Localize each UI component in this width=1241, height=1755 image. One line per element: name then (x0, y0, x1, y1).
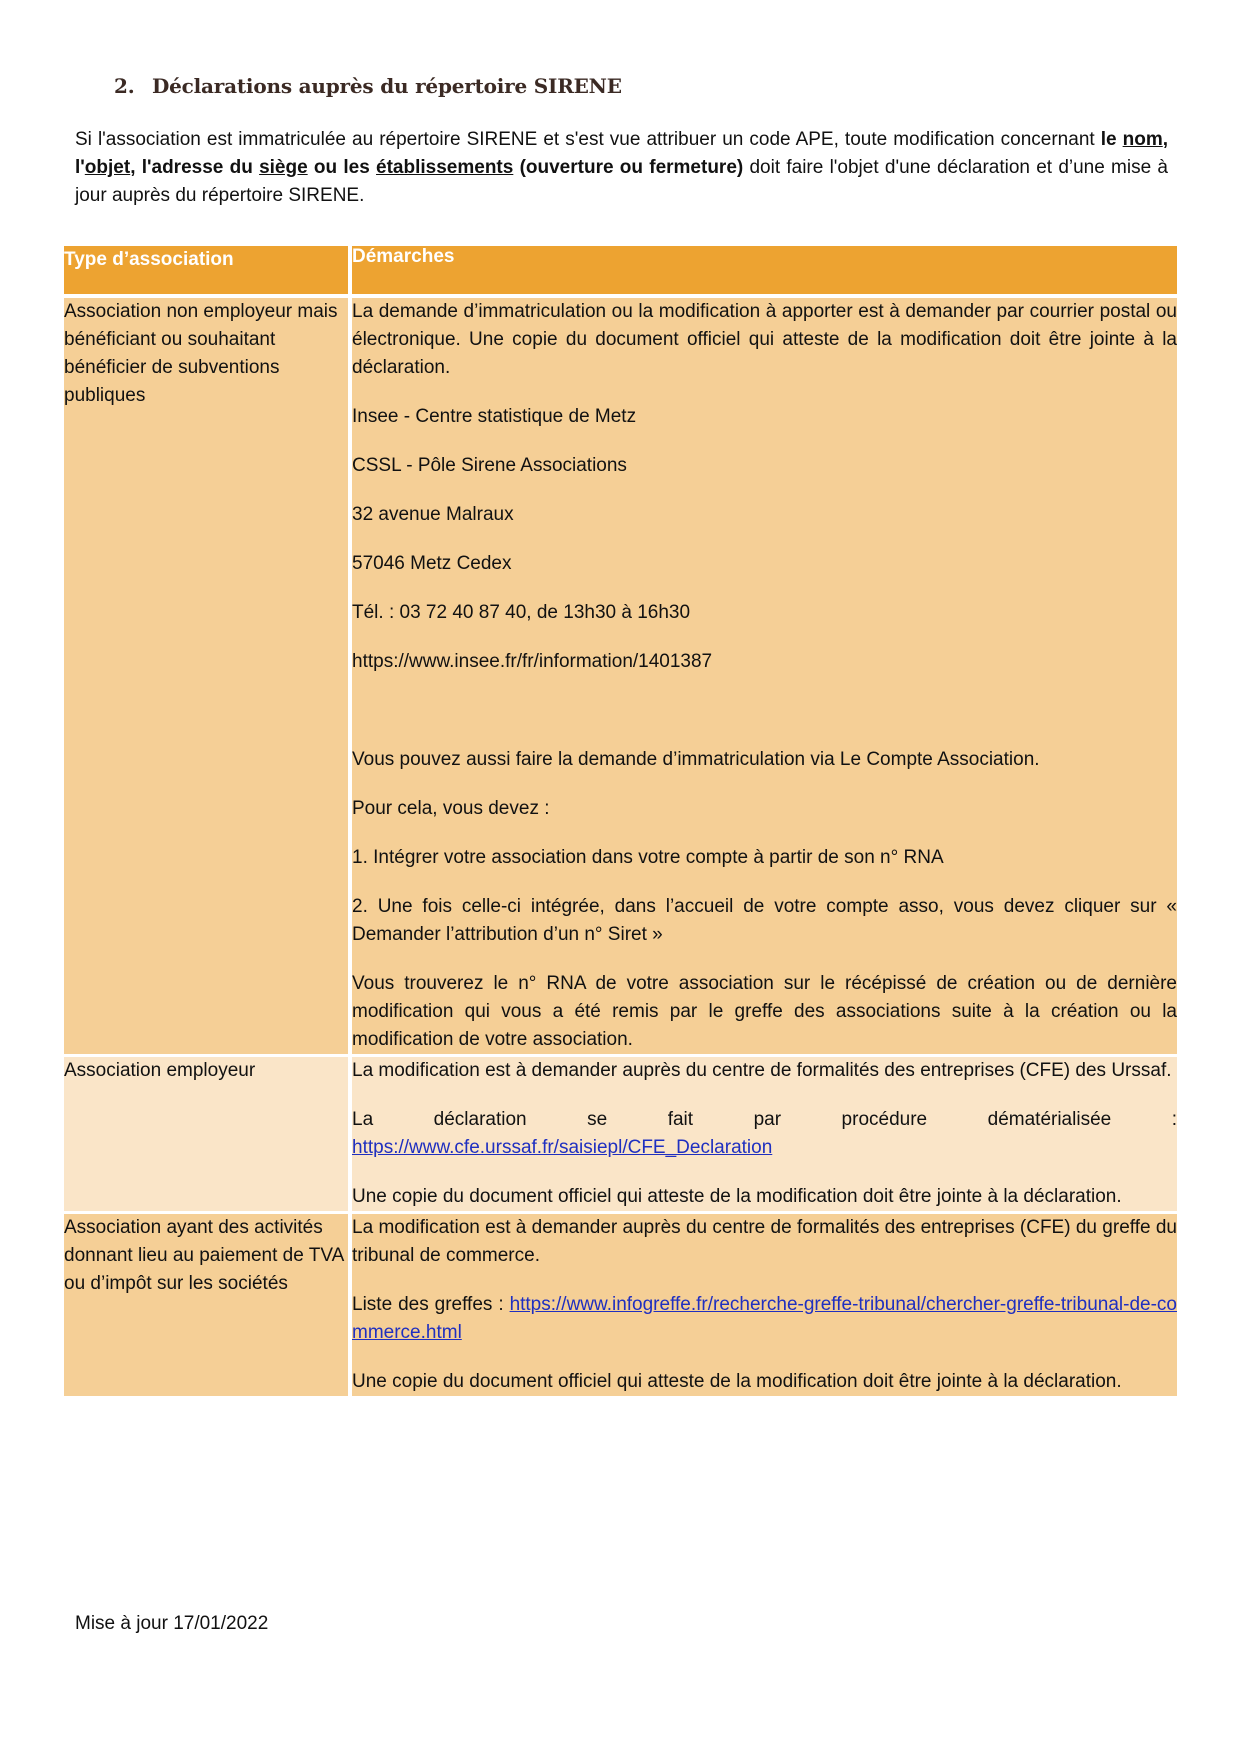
table-row (64, 1057, 1177, 1214)
underline-siege: siège (259, 157, 308, 178)
row-text: Pour cela, vous devez : (352, 798, 550, 819)
row-text: Vous trouverez le n° RNA de votre association sur le récépissé de création ou de dernière modification qui vous a été remis par le greffe des associations suite à la création ou la modification de votre association. (352, 973, 1177, 1050)
address-line: 32 avenue Malraux (352, 504, 514, 525)
underline-etablissements: établissements (376, 157, 514, 178)
intro-paragraph (75, 126, 1168, 210)
row-demarches (352, 1057, 1177, 1214)
demarches-table (64, 246, 1177, 1396)
header-demarches: Démarches (352, 246, 1177, 298)
address-line: Insee - Centre statistique de Metz (352, 406, 637, 427)
row-text: La demande d’immatriculation ou la modification à apporter est à demander par courrier postal ou électronique. Une copie du document officiel qui atteste de la modification doit être jointe à la déclaration. (352, 301, 1177, 378)
row-demarches (352, 1214, 1177, 1396)
row-type: Association ayant des activités donnant lieu au paiement de TVA ou d’impôt sur les sociétés (64, 1214, 352, 1396)
row-text: 2. Une fois celle-ci intégrée, dans l’accueil de votre compte asso, vous devez cliquer sur « Demander l’attribution d’un n° Siret » (352, 896, 1177, 945)
address-line: 57046 Metz Cedex (352, 553, 512, 574)
row-text: Liste des greffes : (352, 1294, 510, 1315)
insee-url: https://www.insee.fr/fr/information/1401387 (352, 651, 713, 672)
infogreffe-link[interactable]: https://www.infogreffe.fr/recherche-greffe-tribunal/chercher-greffe-tribunal-de-commerce.html (352, 1294, 1177, 1343)
underline-objet: objet (84, 157, 131, 178)
row-text: Une copie du document officiel qui atteste de la modification doit être jointe à la déclaration. (352, 1186, 1122, 1207)
section-title: Déclarations auprès du répertoire SIRENE (152, 74, 622, 98)
table-row (64, 1214, 1177, 1396)
intro-text-end: doit faire l'objet d'une déclaration et d’une mise à jour auprès du répertoire SIRENE. (75, 157, 1168, 206)
cfe-urssaf-link[interactable]: https://www.cfe.urssaf.fr/saisiepl/CFE_Declaration (352, 1137, 773, 1158)
row-demarches (352, 298, 1177, 1057)
section-number: 2. (114, 74, 135, 98)
row-text: La déclaration se fait par procédure dématérialisée : (352, 1109, 1177, 1130)
update-date: Mise à jour 17/01/2022 (75, 1613, 269, 1634)
row-text: La modification est à demander auprès du centre de formalités des entreprises (CFE) du greffe du tribunal de commerce. (352, 1217, 1177, 1266)
phone-line: Tél. : 03 72 40 87 40, de 13h30 à 16h30 (352, 602, 691, 623)
row-text: Une copie du document officiel qui atteste de la modification doit être jointe à la déclaration. (352, 1371, 1122, 1392)
row-text: 1. Intégrer votre association dans votre compte à partir de son n° RNA (352, 847, 944, 868)
row-type: Association employeur (64, 1057, 352, 1214)
row-text: Vous pouvez aussi faire la demande d’immatriculation via Le Compte Association. (352, 749, 1040, 770)
table-header-row (64, 246, 1177, 298)
table-row (64, 298, 1177, 1057)
intro-text: Si l'association est immatriculée au répertoire SIRENE et s'est vue attribuer un code APE, toute modification concernant (75, 129, 1101, 150)
row-text: La modification est à demander auprès du centre de formalités des entreprises (CFE) des Urssaf. (352, 1060, 1172, 1081)
address-line: CSSL - Pôle Sirene Associations (352, 455, 627, 476)
row-type: Association non employeur mais bénéficiant ou souhaitant bénéficier de subventions publiques (64, 298, 352, 1057)
section-heading (114, 74, 622, 98)
header-type-association: Type d’association (64, 246, 352, 298)
underline-nom: nom (1122, 129, 1163, 150)
intro-bold: le nom, l'objet, l'adresse du siège ou les établissements (ouverture ou fermeture) (75, 129, 1169, 178)
